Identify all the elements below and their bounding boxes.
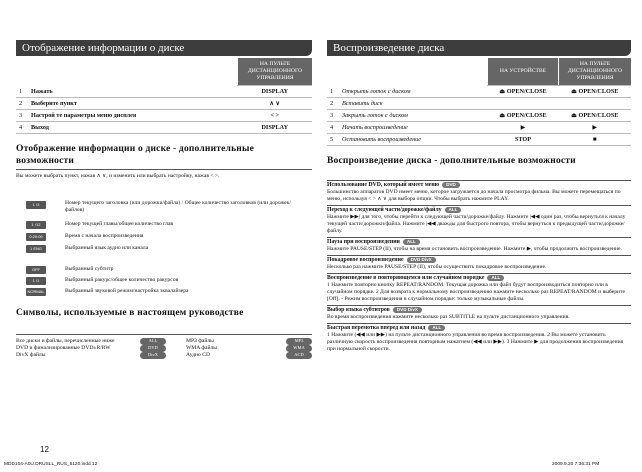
table-row: 1 Нажать DISPLAY [16,86,312,98]
eject-icon: ⏏ [499,112,506,119]
left-extra-title: Отображение информации о диске - дополнительные возможности [16,144,255,166]
title-icon: 1 /3 [26,201,46,209]
table-row: 5 Остановить воспроизведение STOP ■ [327,134,631,146]
left-info-table [16,58,312,134]
eject-icon: ⏏ [499,88,506,95]
right-playback-table [327,58,631,146]
table-row: 3 Настрой те параметры меню дисплея < > [16,110,312,122]
list-item: Выбранный звуковой режим/настройка эквалайзера [65,288,189,294]
list-item: Выбранный ракурс/общее количество ракурсов [65,277,179,283]
display-icons-list [16,196,312,321]
footer-file: MDD104-A0U.DRUSLL_RUS_5120.indd 12 [4,462,98,467]
left-section-title: Отображение информации о диске [16,40,312,56]
symbols-list: Все диски и файлы, перечисленные ниже ALL DVD и финализированные DVD±R/RW DVD DivX файлы DivX [16,338,166,359]
remote-header: НА ПУЛЬТЕ ДИСТАНЦИОННОГО УПРАВЛЕНИЯ [559,58,632,86]
stop-icon: ■ [559,134,632,146]
page-number: 12 [40,445,49,454]
subtitle-icon: OFF [26,266,46,274]
footer-date: 2009.9.20 7:36:31 PM [552,462,600,467]
sound-icon: NORMAL [27,289,45,294]
list-item: Время с начала воспроизведения [65,233,144,239]
left-table-header: НА ПУЛЬТЕ ДИСТАНЦИОННОГО УПРАВЛЕНИЯ [238,58,313,86]
table-row: 2 Выберите пункт ∧ ∨ [16,98,312,110]
device-header: НА УСТРОЙСТВЕ [488,58,559,86]
list-item: Номер текущего заголовка (или дорожки/файла) / Общее количество заголовков (или дорожек/файлов) [65,200,292,213]
list-item: Выбранный субтитр [65,266,114,272]
table-row: 2 Вставить диск [327,98,631,110]
left-extra-text: Вы можете выбрать пункт, нажав ∧ ∨, и изменить или выбрать настройку, нажав < >. [16,173,220,179]
audio-icon: 1 ENG [26,245,46,253]
eject-icon: ⏏ [571,88,577,95]
right-sections: Использование DVD, который имеет меню DVD Большинство аппаратов DVD имеет меню, которое загружается до начала просмотра фильма. Вы можете перемещаться по меню, используя < > ∧ ∨ для выбора опции. Чтобы выбрать нажмите PLAY. Переход к следующей части/дорожке/файлу ALL Нажмите ▶▶| для того, чтобы перейти к следующей части/дорожке/файлу. Нажмите |◀◀ один раз, чтобы вернуться к началу текущей части/дорожки/файла. Нажмите |◀◀ дважды для быстрого повтора, чтобы вернуться к предыдущей части/дорожке/файлу. Пауза при воспроизведении ALL Нажмите PAUSE/STEP (II), чтобы на время остановить воспроизведение. Нажмите ▶, чтобы продолжить воспроизведение. Покадровое воспроизведение DVD DivX Несколько раз нажмите PAUSE/STEP (II), чтобы осуществить покадровое воспроизведение. Воспроизведение в повторяющемся или случайном порядке ALL 1 Нажмите повторно кнопку REPEAT/RANDOM. Текущая дорожка или файл будут воспроизводиться повторно или в случайном порядке. 2 Для возврата к нормальному воспроизведению нажмите несколько раз REPEAT/RANDOM и выберите [Off]. - Режим воспроизведения в случайном порядке: только музыкальные файлы. Выбор языка субтитров DVD DivX Во время воспроизведения нажмите несколько раз SUBTITLE на пульте дистанционного управления. Быстрая перемотка вперед или назад ALL 1 Нажмите (◀◀ или ▶▶) на пульте дистанционного управления во время воспроизведения. 2 Вы можете установить различную скорость воспроизведения повторным нажатием (◀◀ или ▶▶). 3 Нажмите ▶ для продолжения воспроизведения при нормальной скорости. [327,180,631,353]
play-icon: ▶ [488,122,559,134]
table-row: 1 Открыть лоток с диском ⏏ OPEN/CLOSE ⏏ OPEN/CLOSE [327,86,631,98]
right-section-title: Воспроизведение диска [327,40,631,56]
table-row: 4 Выход DISPLAY [16,122,312,134]
table-row: 4 Начать воспроизведение ▶ ▶ [327,122,631,134]
time-icon: 0:20:09 [26,233,46,241]
table-row: 3 Закрыть лоток с диском ⏏ OPEN/CLOSE ⏏ OPEN/CLOSE [327,110,631,122]
list-item: Номер текущей главы/общее количество глав [65,221,174,227]
eject-icon: ⏏ [571,112,577,119]
list-item: Выбранный язык аудио или канала [65,245,149,251]
symbols-list-2: MP3 файлы MP3 WMA файлы WMA Аудио CD ACD [186,338,312,359]
play-icon: ▶ [559,122,632,134]
angle-icon: 1 /1 [26,277,46,285]
chapter-icon: 1 /12 [26,221,46,229]
right-extra-title: Воспроизведение диска - дополнительные возможности [327,156,576,166]
symbols-title: Символы, используемые в настоящем руководстве [16,308,244,318]
